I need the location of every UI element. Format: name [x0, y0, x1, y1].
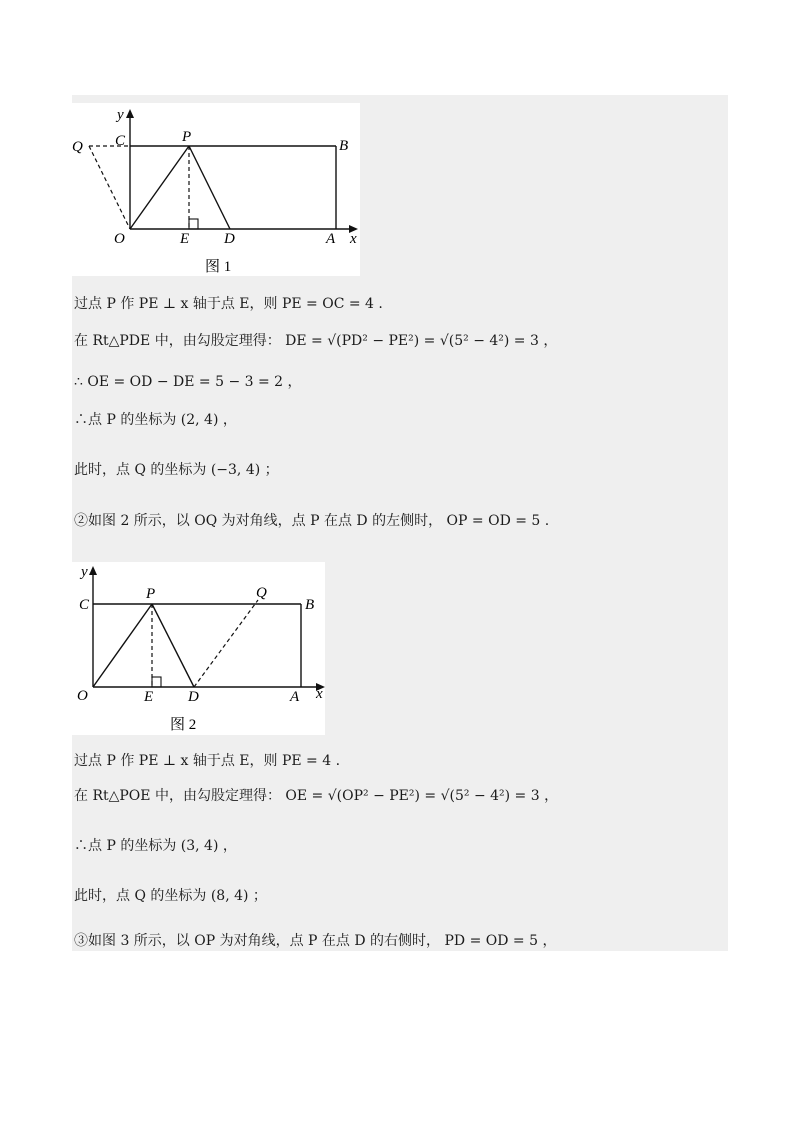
label-d: D: [188, 689, 199, 705]
label-y: y: [117, 107, 124, 123]
text-line-10: 此时，点 Q 的坐标为 (8, 4) ；: [74, 888, 267, 904]
label-p: P: [182, 129, 192, 145]
label-y: y: [81, 564, 88, 580]
label-x: x: [350, 231, 357, 247]
label-o: O: [114, 231, 125, 247]
text-line-11: ③如图 3 所示，以 OP 为对角线，点 P 在点 D 的右侧时， PD = OD = 5 ，: [74, 933, 557, 949]
label-o: O: [77, 688, 88, 704]
label-b: B: [339, 138, 349, 154]
text-line-4: ∴点 P 的坐标为 (2, 4) ，: [74, 412, 237, 428]
label-x: x: [316, 686, 323, 702]
label-e: E: [180, 231, 190, 247]
text-line-1: 过点 P 作 PE ⊥ x 轴于点 E，则 PE = OC = 4 .: [74, 296, 383, 312]
label-b: B: [305, 597, 315, 613]
label-d: D: [224, 231, 235, 247]
label-p: P: [146, 586, 156, 602]
figure-1-caption: 图 1: [205, 259, 232, 275]
text-line-8: 在 Rt△POE 中，由勾股定理得： OE = √(OP² − PE²) = √(5² − 4²) = 3 ，: [74, 788, 559, 804]
text-line-7: 过点 P 作 PE ⊥ x 轴于点 E，则 PE = 4 .: [74, 753, 341, 769]
label-a: A: [290, 689, 300, 705]
text-line-2: 在 Rt△PDE 中，由勾股定理得： DE = √(PD² − PE²) = √(5² − 4²) = 3 ，: [74, 333, 558, 349]
label-e: E: [144, 689, 154, 705]
figure-2: [72, 562, 325, 735]
label-a: A: [326, 231, 336, 247]
figure-2-diagram: [72, 562, 325, 735]
label-q: Q: [256, 585, 267, 601]
text-line-3: ∴ OE = OD − DE = 5 − 3 = 2 ，: [74, 374, 302, 390]
figure-2-caption: 图 2: [170, 717, 197, 733]
text-line-9: ∴点 P 的坐标为 (3, 4) ，: [74, 838, 237, 854]
figure-1: [72, 103, 360, 276]
label-q: Q: [72, 139, 83, 155]
figure-1-diagram: [72, 103, 360, 276]
label-c: C: [79, 597, 90, 613]
label-c: C: [115, 133, 126, 149]
text-line-6: ②如图 2 所示，以 OQ 为对角线，点 P 在点 D 的左侧时， OP = OD = 5 .: [74, 513, 550, 529]
text-line-5: 此时，点 Q 的坐标为 (−3, 4) ；: [74, 462, 279, 478]
